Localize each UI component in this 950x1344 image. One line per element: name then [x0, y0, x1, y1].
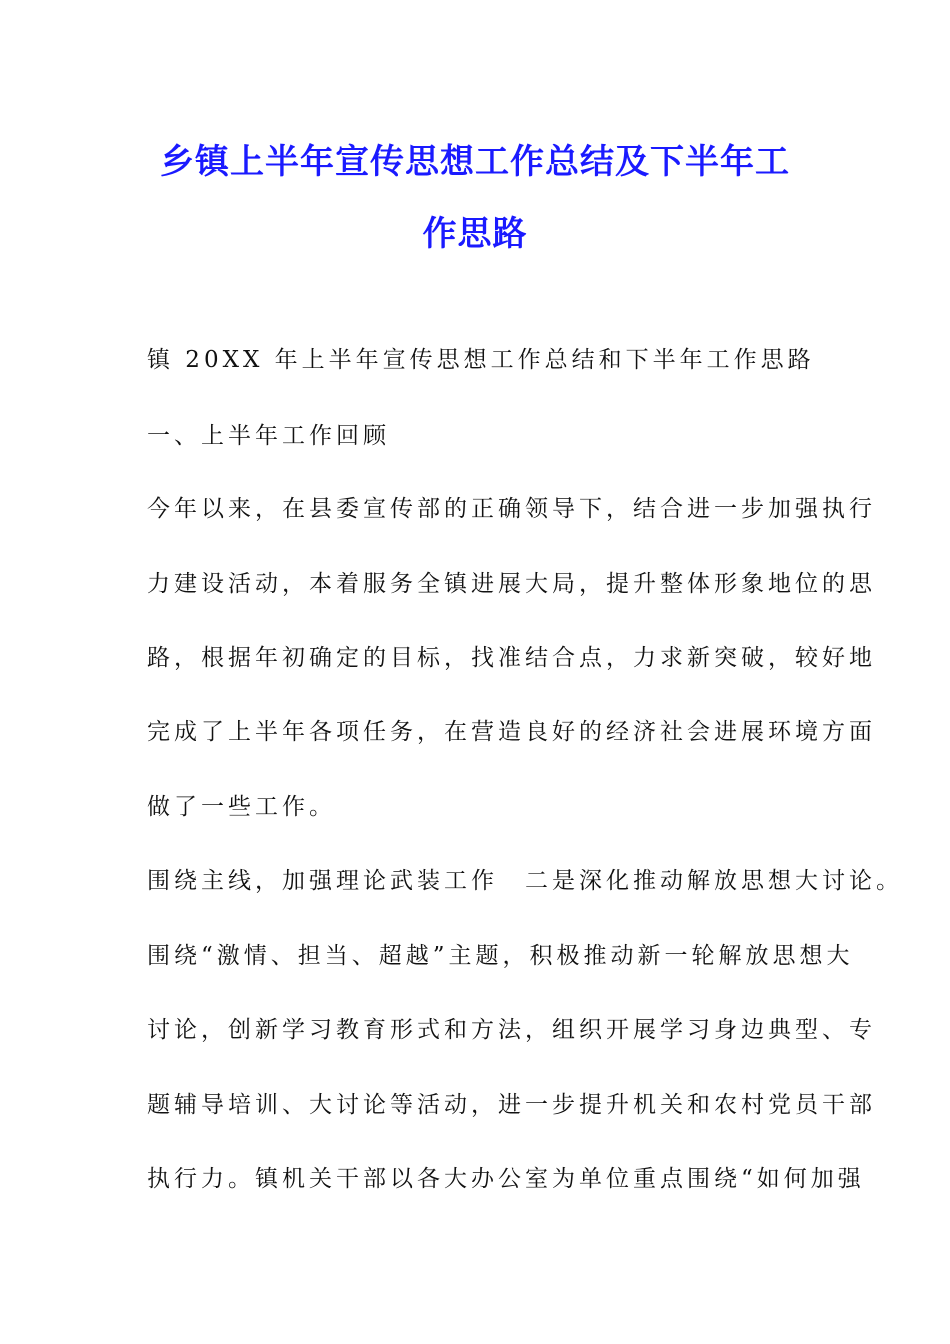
paragraph-line: 执行力。镇机关干部以各大办公室为单位重点围绕“如何加强	[147, 1166, 865, 1192]
paragraph-line: 围绕“激情、担当、超越”主题，积极推动新一轮解放思想大	[147, 943, 854, 969]
section-heading: 一、上半年工作回顾	[147, 423, 390, 449]
paragraph-line: 今年以来，在县委宣传部的正确领导下，结合进一步加强执行	[147, 496, 876, 522]
document-title-line-2: 作思路	[422, 214, 528, 254]
paragraph-line: 完成了上半年各项任务，在营造良好的经济社会进展环境方面	[147, 719, 876, 745]
paragraph-line: 讨论，创新学习教育形式和方法，组织开展学习身边典型、专	[147, 1017, 876, 1043]
paragraph-line: 做了一些工作。	[147, 794, 336, 820]
paragraph-line: 路，根据年初确定的目标，找准结合点，力求新突破，较好地	[147, 645, 876, 671]
paragraph-line: 力建设活动，本着服务全镇进展大局，提升整体形象地位的思	[147, 571, 876, 597]
document-title-line-1: 乡镇上半年宣传思想工作总结及下半年工	[160, 142, 790, 182]
document-subtitle: 镇 20XX 年上半年宣传思想工作总结和下半年工作思路	[147, 347, 815, 373]
paragraph-line: 围绕主线，加强理论武装工作 二是深化推动解放思想大讨论。	[147, 868, 903, 894]
paragraph-line: 题辅导培训、大讨论等活动，进一步提升机关和农村党员干部	[147, 1092, 876, 1118]
